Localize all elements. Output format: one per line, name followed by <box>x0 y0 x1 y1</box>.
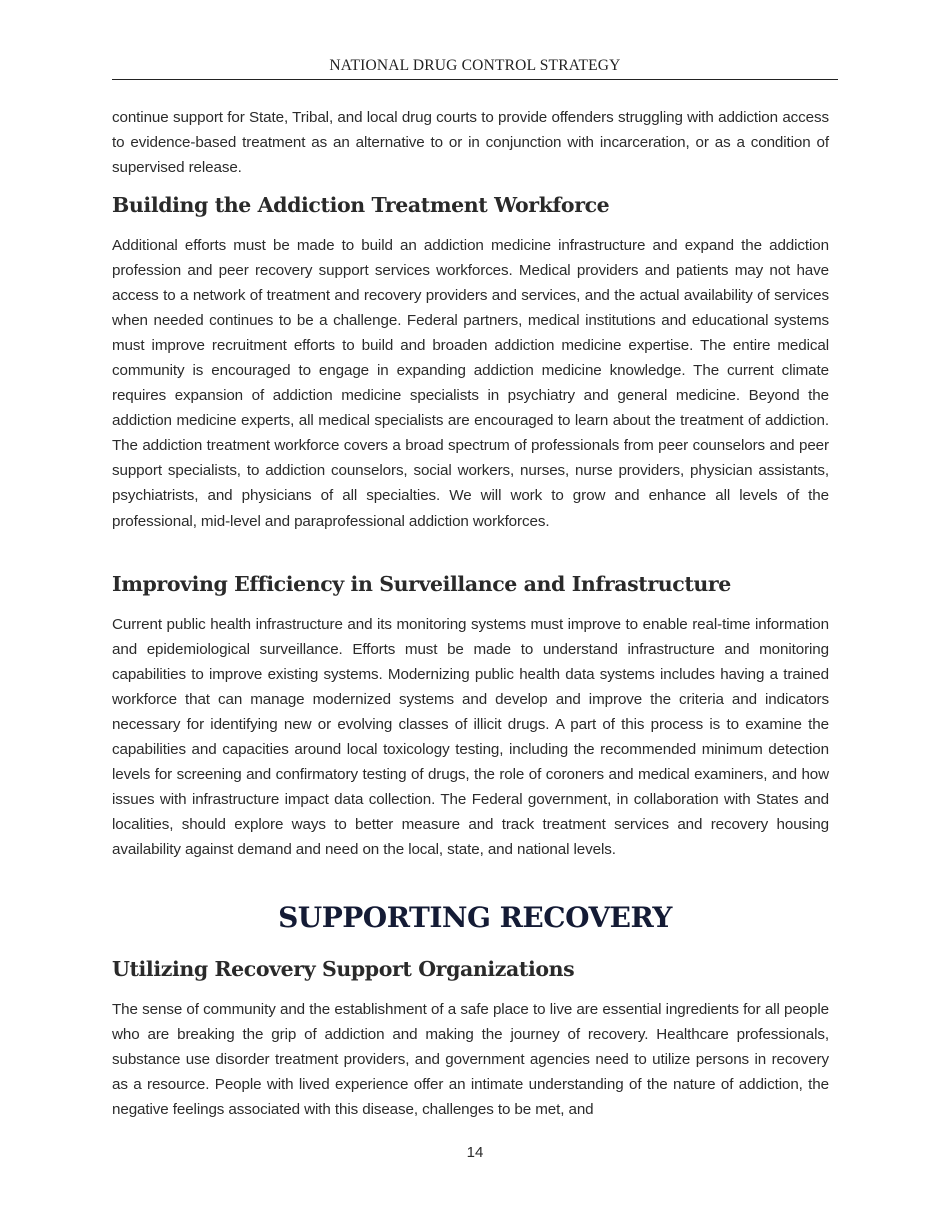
chapter-title: SUPPORTING RECOVERY <box>278 901 672 934</box>
surveillance-paragraph: Current public health infrastructure and its monitoring systems must improve to enable real-time information and epidemiological surveillance. Efforts must be made to understand infrastructure and monitoring capabilities to improve existing systems. Modernizing public health data systems includes having a trained workforce that can manage modernized systems and develop and improve the criteria and indicators necessary for identifying new or evolving classes of illicit drugs. A part of this process is to examine the capabilities and capacities around local toxicology testing, including the recommended minimum detection levels for screening and confirmatory testing of drugs, the role of coroners and medical examiners, and how issues with infrastructure impact data collection. The Federal government, in collaboration with States and localities, should explore ways to better measure and track treatment services and recovery housing availability against demand and need on the local, state, and national levels. <box>112 616 829 859</box>
header-divider <box>112 79 838 80</box>
running-header: NATIONAL DRUG CONTROL STRATEGY <box>329 57 621 74</box>
intro-paragraph: continue support for State, Tribal, and local drug courts to provide offenders struggling with addiction access to evidence-based treatment as an alternative to or in conjunction with incarceration, or as a condition of supervised release. <box>112 109 829 177</box>
recovery-orgs-paragraph: The sense of community and the establishment of a safe place to live are essential ingredients for all people who are breaking the grip of addiction and making the journey of recovery. Healthcare professionals, substance use disorder treatment providers, and government agencies need to utilize persons in recovery as a resource. People with lived experience offer an intimate understanding of the nature of addiction, the negative feelings associated with this disease, challenges to be met, and <box>112 1001 829 1119</box>
workforce-paragraph: Additional efforts must be made to build an addiction medicine infrastructure and expand the addiction profession and peer recovery support services workforces. Medical providers and patients may not have access to a network of treatment and recovery providers and services, and the actual availability of services when needed continues to be a challenge. Federal partners, medical institutions and educational systems must improve recruitment efforts to build and broaden addiction medicine expertise. The entire medical community is encouraged to engage in expanding addiction medicine knowledge. The current climate requires expansion of addiction medicine specialists in psychiatry and general medicine. Beyond the addiction medicine experts, all medical specialists are encouraged to learn about the treatment of addiction. The addiction treatment workforce covers a broad spectrum of professionals from peer counselors and peer support specialists, to addiction counselors, social workers, nurses, nurse providers, physician assistants, psychiatrists, and physicians of all specialties. We will work to grow and enhance all levels of the professional, mid-level and paraprofessional addiction workforces. <box>112 237 829 530</box>
page-number: 14 <box>466 1144 484 1161</box>
section-heading-surveillance: Improving Efficiency in Surveillance and Infrastructure <box>112 572 731 596</box>
section-heading-workforce: Building the Addiction Treatment Workforce <box>112 193 610 217</box>
section-heading-recovery-orgs: Utilizing Recovery Support Organizations <box>112 957 575 981</box>
